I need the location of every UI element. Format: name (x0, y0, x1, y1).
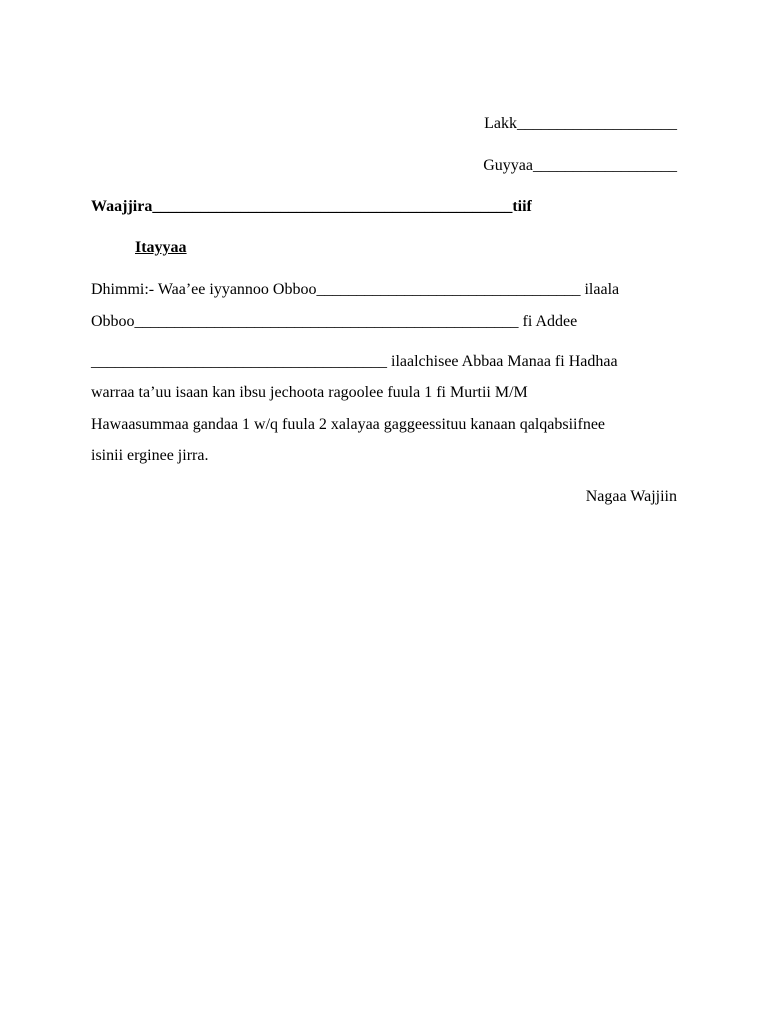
salutation-heading: Itayyaa (135, 239, 187, 256)
date-line: Guyyaa__________________ (483, 157, 677, 174)
addressee-line: Waajjira_____________________________________________tiif (91, 198, 532, 215)
reference-number-line: Lakk____________________ (484, 115, 677, 132)
subject-line-2: Obboo________________________________________________ fi Addee (91, 313, 578, 330)
body-line-2: warraa ta’uu isaan kan ibsu jechoota ragoolee fuula 1 fi Murtii M/M (91, 384, 528, 401)
closing-line: Nagaa Wajjiin (585, 488, 677, 505)
body-line-3: Hawaasummaa gandaa 1 w/q fuula 2 xalayaa gaggeessituu kanaan qalqabsiifnee (91, 416, 606, 433)
body-line-1: _____________________________________ ilaalchisee Abbaa Manaa fi Hadhaa (91, 353, 618, 370)
subject-line-1: Dhimmi:- Waa’ee iyyannoo Obboo_________________________________ ilaala (91, 281, 620, 298)
body-line-4: isinii erginee jirra. (91, 447, 209, 464)
